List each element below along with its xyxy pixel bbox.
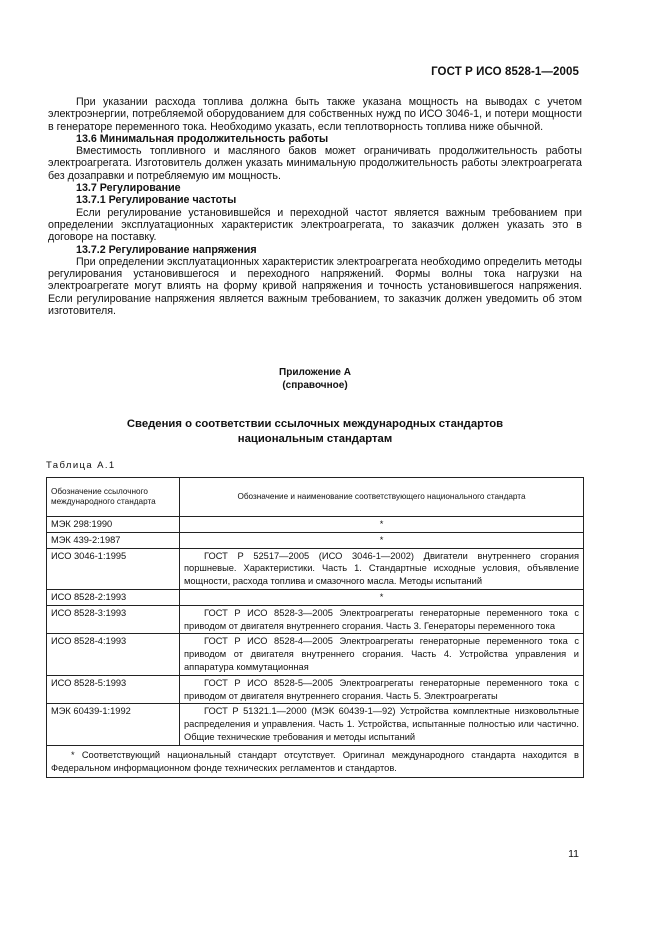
section-heading-13-7-1: 13.7.1 Регулирование частоты [76,194,237,207]
column-header-national: Обозначение и наименование соответствующего национального стандарта [180,478,584,517]
cell-intl: МЭК 60439-1:1992 [47,704,180,745]
table-header-row [47,478,584,517]
cell-intl: МЭК 439-2:1987 [47,532,180,548]
cell-national: ГОСТ Р ИСО 8528-4—2005 Электроагрегаты генераторные переменного тока с приводом от двигателя внутреннего сгорания. Часть 4. Устройства управления и аппаратура коммутационная [180,634,584,675]
annex-type: (справочное) [282,380,348,391]
table-row [47,634,584,675]
cell-national: ГОСТ Р 51321.1—2000 (МЭК 60439-1—92) Устройства комплектные низковольтные распределения и управления. Часть 1. Устройства, испытанные полностью или частично. Общие технические требования и методы испытаний [180,704,584,745]
annex-title-line1: Сведения о соответствии ссылочных международных стандартов [126,418,504,430]
cell-national: ГОСТ Р 52517—2005 (ИСО 3046-1—2002) Двигатели внутреннего сгорания поршневые. Характеристики. Часть 1. Стандартные исходные условия, объявление мощности, расхода топлива и смазочного масла. Методы испытаний [180,548,584,589]
table-row [47,517,584,533]
cell-national: ГОСТ Р ИСО 8528-5—2005 Электроагрегаты генераторные переменного тока с приводом от двигателя внутреннего сгорания. Часть 5. Электроагрегаты [180,675,584,704]
section-heading-13-7: 13.7 Регулирование [76,182,181,195]
paragraph-frequency: Если регулирование установившейся и переходной частот является важным требованием при определении эксплуатационных характеристик электроагрегата, то заказчик должен указать это в договоре на поставку. [48,206,582,244]
page-number: 11 [568,848,579,860]
section-heading-13-6: 13.6 Минимальная продолжительность работы [76,132,329,145]
annex-title-line2: национальным стандартам [237,433,393,445]
table-row [47,589,584,605]
correspondence-table [46,477,584,778]
cell-national: * [180,532,584,548]
cell-intl: ИСО 3046-1:1995 [47,548,180,589]
cell-intl: ИСО 8528-4:1993 [47,634,180,675]
table-footnote-row [47,745,584,778]
cell-national: ГОСТ Р ИСО 8528-3—2005 Электроагрегаты генераторные переменного тока с приводом от двигателя внутреннего сгорания. Часть 3. Генераторы переменного тока [180,605,584,634]
table-footnote: * Соответствующий национальный стандарт отсутствует. Оригинал международного стандарта находится в Федеральном информационном фонде технических регламентов и стандартов. [47,745,584,778]
document-header: ГОСТ Р ИСО 8528-1—2005 [431,66,579,78]
column-header-intl: Обозначение ссылочного международного стандарта [47,478,180,517]
table-row [47,675,584,704]
cell-intl: ИСО 8528-2:1993 [47,589,180,605]
paragraph-voltage: При определении эксплуатационных характеристик электроагрегата необходимо определить методы регулирования установившегося и переходного напряжений. Формы волны тока нагрузки на электроагрегате могут влиять на форму кривой напряжения и точность установившегося напряжения. Если регулирование напряжения является важным требованием, то заказчик должен уведомить об этом изготовителя. [48,255,582,318]
table-row [47,548,584,589]
cell-national: * [180,517,584,533]
section-heading-13-7-2: 13.7.2 Регулирование напряжения [76,243,257,256]
paragraph-tanks: Вместимость топливного и масляного баков может ограничивать продолжительность работы электроагрегата. Изготовитель должен указать минимальную продолжительность работы электроагрегата без дозаправки и потребляемую им мощность. [48,145,582,182]
table-row [47,532,584,548]
body-text [48,96,582,317]
table-row [47,704,584,745]
table-row [47,605,584,634]
cell-intl: ИСО 8528-3:1993 [47,605,180,634]
table-caption: Таблица А.1 [46,460,116,471]
cell-national: * [180,589,584,605]
cell-intl: МЭК 298:1990 [47,517,180,533]
annex-label: Приложение А [279,367,351,378]
paragraph-fuel: При указании расхода топлива должна быть также указана мощность на выводах с учетом электроэнергии, потребляемой оборудованием для собственных нужд по ИСО 3046-1, и потери мощности в генераторе переменного тока. Необходимо указать, если теплотворность топлива ниже обычной. [48,96,582,133]
cell-intl: ИСО 8528-5:1993 [47,675,180,704]
